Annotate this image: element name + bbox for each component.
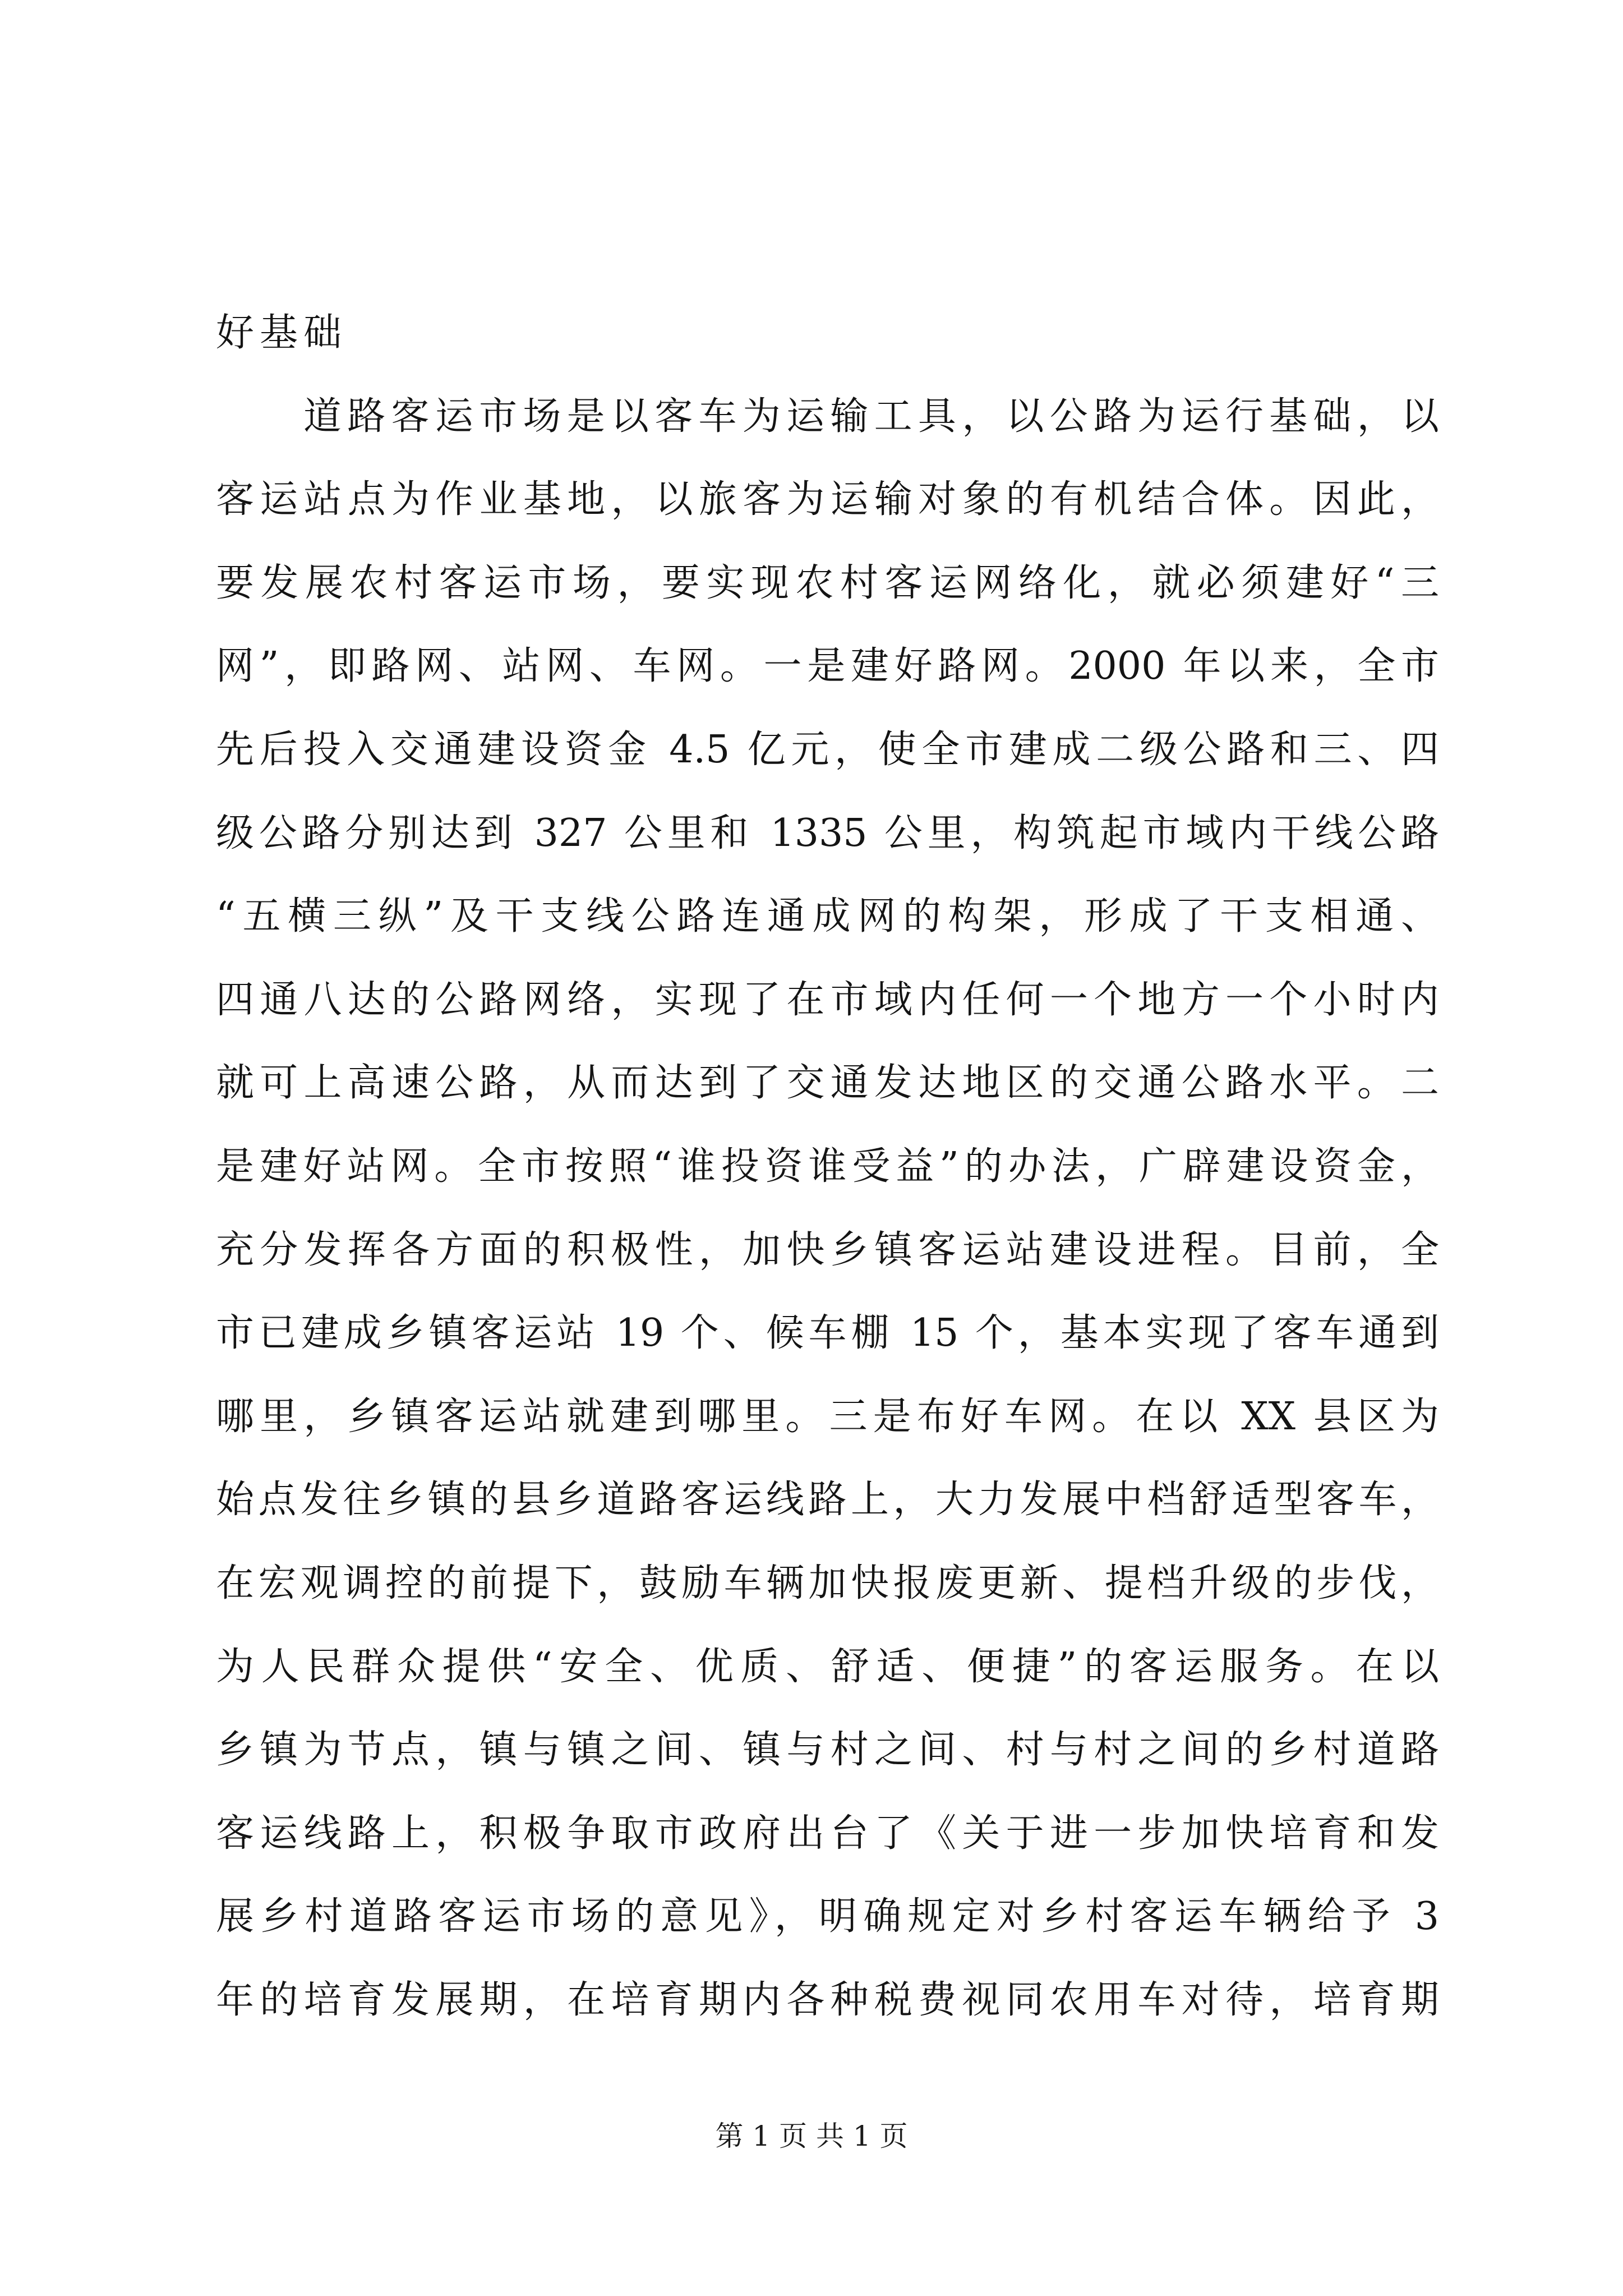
body-line: 年的培育发展期，在培育期内各种税费视同农用车对待，培育期 [216, 1977, 1439, 2022]
body-line: 为人民群众提供“安全、优质、舒适、便捷”的客运服务。在以 [216, 1644, 1439, 1689]
body-line: 要发展农村客运市场，要实现农村客运网络化，就必须建好“三 [216, 560, 1439, 605]
body-line: 客运线路上，积极争取市政府出台了《关于进一步加快培育和发 [216, 1811, 1439, 1856]
body-line: 网”，即路网、站网、车网。一是建好路网。2000 年以来，全市 [216, 644, 1439, 689]
body-line: 哪里，乡镇客运站就建到哪里。三是布好车网。在以 XX 县区为 [216, 1394, 1439, 1439]
body-line: 在宏观调控的前提下，鼓励车辆加快报废更新、提档升级的步伐， [216, 1561, 1439, 1605]
body-line: 始点发往乡镇的县乡道路客运线路上，大力发展中档舒适型客车， [216, 1478, 1439, 1522]
body-line: 级公路分别达到 327 公里和 1335 公里，构筑起市域内干线公路 [216, 811, 1439, 855]
body-line: “五横三纵”及干支线公路连通成网的构架，形成了干支相通、 [216, 894, 1439, 939]
document-body [216, 292, 1439, 2042]
body-line: 充分发挥各方面的积极性，加快乡镇客运站建设进程。目前，全 [216, 1227, 1439, 1272]
body-line: 客运站点为作业基地，以旅客为运输对象的有机结合体。因此， [216, 477, 1439, 522]
body-line: 好基础 [216, 311, 348, 355]
body-line: 展乡村道路客运市场的意见》，明确规定对乡村客运车辆给予 3 [216, 1894, 1439, 1939]
body-line: 四通八达的公路网络，实现了在市域内任何一个地方一个小时内 [216, 977, 1439, 1022]
body-line: 市已建成乡镇客运站 19 个、候车棚 15 个，基本实现了客车通到 [216, 1311, 1439, 1356]
body-line: 是建好站网。全市按照“谁投资谁受益”的办法，广辟建设资金， [216, 1144, 1439, 1189]
body-line: 先后投入交通建设资金 4.5 亿元，使全市建成二级公路和三、四 [216, 727, 1439, 772]
page-footer: 第 1 页 共 1 页 [715, 2120, 908, 2152]
body-line: 就可上高速公路，从而达到了交通发达地区的交通公路水平。二 [216, 1061, 1439, 1106]
body-line: 乡镇为节点，镇与镇之间、镇与村之间、村与村之间的乡村道路 [216, 1728, 1439, 1773]
body-line: 道路客运市场是以客车为运输工具，以公路为运行基础，以 [303, 394, 1439, 439]
